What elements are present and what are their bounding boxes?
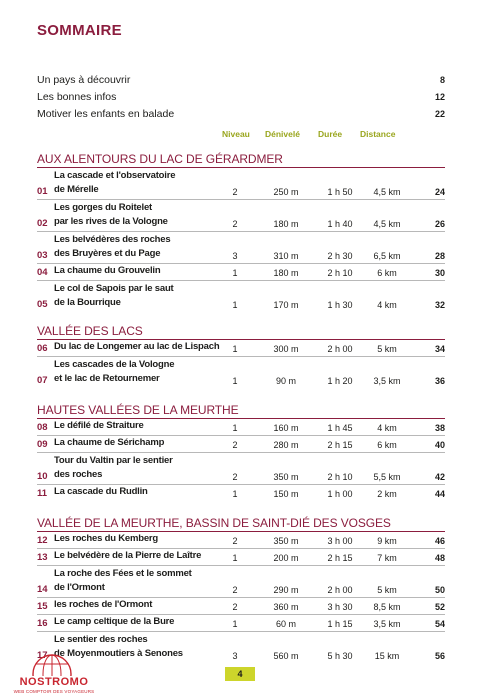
route-duree: 5 h 30 xyxy=(327,651,353,661)
route-niveau: 2 xyxy=(232,602,238,612)
route-page: 28 xyxy=(434,251,445,261)
toc-section xyxy=(37,152,445,312)
route-name-line: de Moyenmoutiers à Senones xyxy=(54,648,183,659)
route-denivele: 90 m xyxy=(275,376,296,386)
route-number: 12 xyxy=(37,535,48,546)
route-name-line: La chaume de Sérichamp xyxy=(54,437,165,448)
route-distance: 8,5 km xyxy=(373,602,401,612)
toc-row[interactable] xyxy=(37,340,445,357)
route-number: 04 xyxy=(37,267,48,278)
intro-item-page: 22 xyxy=(434,109,445,119)
route-denivele: 560 m xyxy=(273,651,299,661)
route-distance: 4,5 km xyxy=(373,187,401,197)
route-name-line: des roches xyxy=(54,469,103,480)
route-number: 01 xyxy=(37,186,48,197)
route-denivele: 180 m xyxy=(273,268,299,278)
route-page: 56 xyxy=(434,651,445,661)
route-name-line: La roche des Fées et le sommet xyxy=(54,568,192,579)
globe-icon xyxy=(30,652,74,676)
route-denivele: 290 m xyxy=(273,585,299,595)
route-distance: 9 km xyxy=(377,536,397,546)
toc-row[interactable] xyxy=(37,566,445,598)
intro-item-label: Motiver les enfants en balade xyxy=(37,108,175,120)
toc-row[interactable] xyxy=(37,168,445,200)
route-niveau: 1 xyxy=(232,553,238,563)
column-header-niveau: Niveau xyxy=(222,129,250,139)
route-name-line: de l'Ormont xyxy=(54,582,105,593)
route-niveau: 2 xyxy=(232,585,238,595)
intro-item[interactable] xyxy=(37,72,445,89)
route-number: 03 xyxy=(37,250,48,261)
route-name xyxy=(54,485,148,499)
intro-item-label: Un pays à découvrir xyxy=(37,74,131,86)
route-page: 46 xyxy=(434,536,445,546)
route-page: 40 xyxy=(434,440,445,450)
route-name-line: Les cascades de la Vologne xyxy=(54,359,175,370)
toc-row[interactable] xyxy=(37,615,445,632)
route-denivele: 250 m xyxy=(273,187,299,197)
intro-item[interactable] xyxy=(37,106,445,123)
route-name-line: Le belvédère de la Pierre de Laître xyxy=(54,550,202,561)
route-name xyxy=(54,615,174,629)
route-distance: 4 km xyxy=(377,300,397,310)
route-niveau: 2 xyxy=(232,219,238,229)
route-name-line: Du lac de Longemer au lac de Lispach xyxy=(54,341,220,352)
toc-section xyxy=(37,324,445,388)
route-name-line: Tour du Valtin par le sentier xyxy=(54,455,173,466)
route-distance: 5,5 km xyxy=(373,472,401,482)
route-page: 38 xyxy=(434,423,445,433)
route-niveau: 1 xyxy=(232,268,238,278)
route-name-line: des Bruyères et du Page xyxy=(54,248,161,259)
toc-row[interactable] xyxy=(37,419,445,436)
route-denivele: 350 m xyxy=(273,472,299,482)
toc-row[interactable] xyxy=(37,598,445,615)
route-duree: 1 h 40 xyxy=(327,219,353,229)
route-denivele: 200 m xyxy=(273,553,299,563)
route-denivele: 60 m xyxy=(275,619,296,629)
route-page: 42 xyxy=(434,472,445,482)
route-name xyxy=(54,340,219,354)
route-name xyxy=(54,233,170,261)
route-name xyxy=(54,201,168,229)
route-distance: 6,5 km xyxy=(373,251,401,261)
route-duree: 2 h 00 xyxy=(327,344,353,354)
route-duree: 3 h 30 xyxy=(327,602,353,612)
route-number: 06 xyxy=(37,343,48,354)
route-name-line: Le col de Sapois par le saut xyxy=(54,283,174,294)
route-niveau: 1 xyxy=(232,619,238,629)
route-name xyxy=(54,419,144,433)
route-page: 48 xyxy=(434,553,445,563)
route-duree: 1 h 15 xyxy=(327,619,353,629)
route-duree: 2 h 15 xyxy=(327,440,353,450)
route-name-line: Les belvédères des roches xyxy=(54,234,171,245)
route-page: 34 xyxy=(434,344,445,354)
route-niveau: 1 xyxy=(232,344,238,354)
route-number: 11 xyxy=(37,488,48,499)
route-page: 44 xyxy=(434,489,445,499)
route-name-line: La cascade du Rudlin xyxy=(54,486,148,497)
route-name xyxy=(54,598,152,612)
route-name xyxy=(54,532,158,546)
logo-subtext: WEB COMPTOIR DES VOYAGEURS xyxy=(13,689,95,694)
toc-row[interactable] xyxy=(37,532,445,549)
route-denivele: 180 m xyxy=(273,219,299,229)
route-number: 07 xyxy=(37,375,48,386)
route-niveau: 2 xyxy=(232,440,238,450)
toc-row[interactable] xyxy=(37,232,445,264)
route-name xyxy=(54,169,175,197)
route-page: 32 xyxy=(434,300,445,310)
toc-row[interactable] xyxy=(37,485,445,501)
route-name-line: Le sentier des roches xyxy=(54,634,148,645)
page-number: 4 xyxy=(225,667,255,681)
nostromo-logo xyxy=(2,652,106,696)
route-number: 05 xyxy=(37,299,48,310)
route-name xyxy=(54,358,174,386)
route-number: 17 xyxy=(37,650,48,661)
route-denivele: 350 m xyxy=(273,536,299,546)
route-distance: 3,5 km xyxy=(373,376,401,386)
route-page: 30 xyxy=(434,268,445,278)
route-niveau: 3 xyxy=(232,651,238,661)
toc-row[interactable] xyxy=(37,281,445,312)
column-header-denivele: Dénivelé xyxy=(265,129,300,139)
route-page: 24 xyxy=(434,187,445,197)
intro-item-label: Les bonnes infos xyxy=(37,91,117,103)
route-name-line: de la Bourrique xyxy=(54,297,121,308)
route-name-line: et le lac de Retournemer xyxy=(54,373,160,384)
route-name-line: Les gorges du Roitelet xyxy=(54,202,153,213)
route-name-line: La cascade et l'observatoire xyxy=(54,170,176,181)
route-number: 14 xyxy=(37,584,48,595)
route-duree: 2 h 10 xyxy=(327,472,353,482)
route-name-line: La chaume du Grouvelin xyxy=(54,265,161,276)
intro-item[interactable] xyxy=(37,89,445,106)
route-duree: 2 h 00 xyxy=(327,585,353,595)
page-title: SOMMAIRE xyxy=(37,22,122,39)
route-name xyxy=(54,549,201,563)
route-duree: 1 h 00 xyxy=(327,489,353,499)
column-header-duree: Durée xyxy=(318,129,343,139)
toc-row[interactable] xyxy=(37,357,445,388)
route-duree: 2 h 30 xyxy=(327,251,353,261)
route-distance: 15 km xyxy=(374,651,400,661)
route-name-line: de Mérelle xyxy=(54,184,99,195)
toc-section xyxy=(37,516,445,663)
route-denivele: 170 m xyxy=(273,300,299,310)
route-page: 54 xyxy=(434,619,445,629)
route-niveau: 2 xyxy=(232,472,238,482)
route-duree: 1 h 20 xyxy=(327,376,353,386)
route-number: 08 xyxy=(37,422,48,433)
route-name xyxy=(54,264,160,278)
route-niveau: 1 xyxy=(232,376,238,386)
route-distance: 7 km xyxy=(377,553,397,563)
route-name xyxy=(54,454,173,482)
route-number: 13 xyxy=(37,552,48,563)
route-niveau: 1 xyxy=(232,423,238,433)
intro-item-page: 12 xyxy=(434,92,445,102)
route-name-line: Les roches du Kemberg xyxy=(54,533,159,544)
route-denivele: 280 m xyxy=(273,440,299,450)
route-denivele: 150 m xyxy=(273,489,299,499)
route-niveau: 2 xyxy=(232,187,238,197)
intro-list xyxy=(37,72,445,123)
route-page: 36 xyxy=(434,376,445,386)
route-duree: 3 h 00 xyxy=(327,536,353,546)
section-title: VALLÉE DES LACS xyxy=(37,324,445,340)
toc-row[interactable] xyxy=(37,549,445,566)
route-duree: 2 h 15 xyxy=(327,553,353,563)
route-distance: 4,5 km xyxy=(373,219,401,229)
route-distance: 5 km xyxy=(377,344,397,354)
section-title: VALLÉE DE LA MEURTHE, BASSIN DE SAINT-DIÉ DES VOSGES xyxy=(37,516,445,532)
route-page: 52 xyxy=(434,602,445,612)
route-distance: 6 km xyxy=(377,268,397,278)
route-number: 10 xyxy=(37,471,48,482)
route-duree: 2 h 10 xyxy=(327,268,353,278)
route-duree: 1 h 50 xyxy=(327,187,353,197)
section-title: HAUTES VALLÉES DE LA MEURTHE xyxy=(37,403,445,419)
route-number: 15 xyxy=(37,601,48,612)
column-header-distance: Distance xyxy=(360,129,396,139)
route-name-line: Le défilé de Straiture xyxy=(54,420,144,431)
route-page: 26 xyxy=(434,219,445,229)
intro-item-page: 8 xyxy=(439,75,445,85)
toc-row[interactable] xyxy=(37,436,445,453)
route-name xyxy=(54,436,164,450)
route-number: 02 xyxy=(37,218,48,229)
route-niveau: 2 xyxy=(232,536,238,546)
route-niveau: 1 xyxy=(232,300,238,310)
route-duree: 1 h 45 xyxy=(327,423,353,433)
route-distance: 6 km xyxy=(377,440,397,450)
route-distance: 4 km xyxy=(377,423,397,433)
route-number: 16 xyxy=(37,618,48,629)
route-duree: 1 h 30 xyxy=(327,300,353,310)
route-denivele: 360 m xyxy=(273,602,299,612)
route-distance: 2 km xyxy=(377,489,397,499)
logo-text: NOSTROMO xyxy=(19,676,89,688)
route-niveau: 3 xyxy=(232,251,238,261)
route-niveau: 1 xyxy=(232,489,238,499)
route-page: 50 xyxy=(434,585,445,595)
route-denivele: 310 m xyxy=(273,251,299,261)
toc-row[interactable] xyxy=(37,264,445,281)
route-name xyxy=(54,282,174,310)
route-distance: 5 km xyxy=(377,585,397,595)
toc-row[interactable] xyxy=(37,200,445,232)
toc-section xyxy=(37,403,445,501)
route-name xyxy=(54,567,192,595)
route-denivele: 160 m xyxy=(273,423,299,433)
section-title: AUX ALENTOURS DU LAC DE GÉRARDMER xyxy=(37,152,445,168)
route-name-line: les roches de l'Ormont xyxy=(54,599,153,610)
route-name-line: par les rives de la Vologne xyxy=(54,216,168,227)
route-denivele: 300 m xyxy=(273,344,299,354)
route-name-line: Le camp celtique de la Bure xyxy=(54,616,175,627)
route-number: 09 xyxy=(37,439,48,450)
route-distance: 3,5 km xyxy=(373,619,401,629)
toc-row[interactable] xyxy=(37,453,445,485)
